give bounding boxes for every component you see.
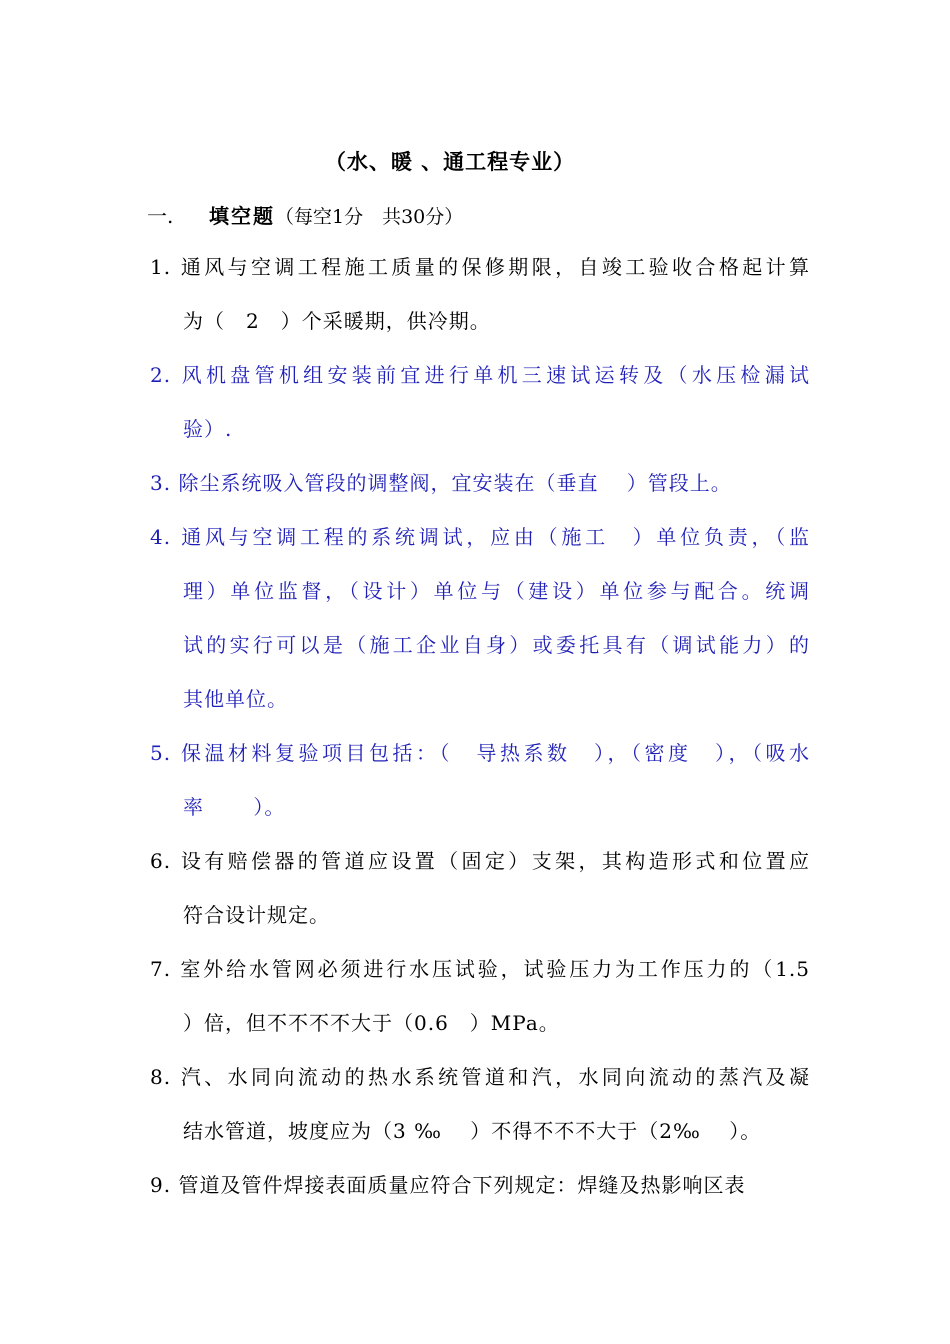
- question-line: 7. 室外给水管网必须进行水压试验，试验压力为工作压力的（1.5: [150, 957, 810, 981]
- section-heading: [147, 200, 463, 229]
- question-item: [150, 456, 810, 510]
- question-item: [150, 1158, 810, 1212]
- question-item: [150, 240, 810, 348]
- page-title: （水、暖 、通工程专业）: [324, 149, 576, 174]
- question-line: 4. 通风与空调工程的系统调试，应由（施工 ）单位负责，（监: [150, 525, 810, 549]
- question-line: 符合设计规定。: [183, 903, 330, 927]
- question-line: 结水管道，坡度应为（3 ‰ ）不得不不不大于（2‰ ）。: [183, 1119, 762, 1143]
- question-line: 验）.: [183, 417, 233, 441]
- question-line: 1. 通风与空调工程施工质量的保修期限，自竣工验收合格起计算: [150, 255, 810, 279]
- question-line: 理）单位监督，（设计）单位与（建设）单位参与配合。统调: [183, 579, 810, 603]
- question-line: 2. 风机盘管机组安装前宜进行单机三速试运转及（水压检漏试: [150, 363, 810, 387]
- section-note: （每空1分 共30分）: [275, 206, 464, 228]
- question-item: [150, 942, 810, 1050]
- question-line: 9. 管道及管件焊接表面质量应符合下列规定：焊缝及热影响区表: [150, 1173, 746, 1197]
- question-line: 6. 设有赔偿器的管道应设置（固定）支架，其构造形式和位置应: [150, 849, 810, 873]
- question-item: [150, 1050, 810, 1158]
- question-item: [150, 834, 810, 942]
- question-item: [150, 348, 810, 456]
- question-line: 5. 保温材料复验项目包括：（ 导热系数 ），（密度 ），（吸水: [150, 741, 810, 765]
- question-item: [150, 726, 810, 834]
- question-item: [150, 510, 810, 726]
- question-line: 试的实行可以是（施工企业自身）或委托具有（调试能力）的: [183, 633, 810, 657]
- question-line: ）倍，但不不不不大于（0.6 ）MPa。: [183, 1011, 560, 1035]
- question-line: 其他单位。: [183, 687, 288, 711]
- question-line: 率 ）。: [183, 795, 286, 819]
- question-line: 8. 汽、水同向流动的热水系统管道和汽，水同向流动的蒸汽及凝: [150, 1065, 810, 1089]
- question-line: 3. 除尘系统吸入管段的调整阀，宜安装在（垂直 ）管段上。: [150, 471, 732, 495]
- section-number: 一.: [147, 204, 174, 228]
- section-title: 填空题: [209, 204, 275, 228]
- question-line: 为（ 2 ）个采暖期，供冷期。: [183, 309, 491, 333]
